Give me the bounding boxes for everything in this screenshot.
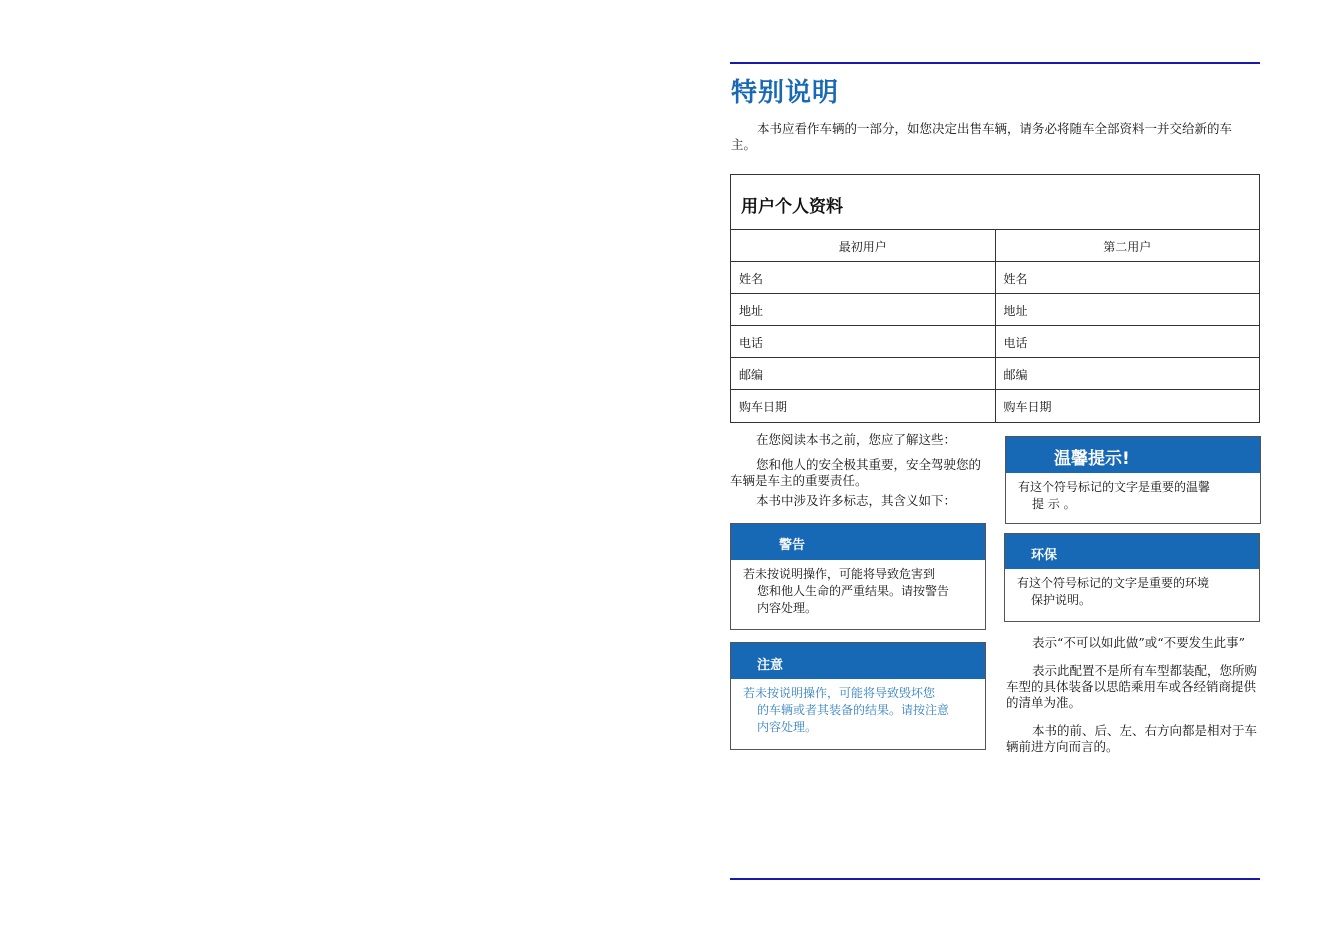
table-row xyxy=(731,262,1259,294)
table-cell: 邮编 xyxy=(995,358,1260,389)
table-cell: 电话 xyxy=(739,336,764,350)
tip-header: 温馨提示! xyxy=(1006,437,1260,473)
table-cell: 地址 xyxy=(995,294,1260,325)
symbols-paragraph: 本书中涉及许多标志，其含义如下： xyxy=(756,493,957,508)
tip-body xyxy=(1006,473,1260,519)
eco-line: 有这个符号标记的文字是重要的环境 xyxy=(1017,576,1210,590)
column-header-second-user: 第二用户 xyxy=(995,230,1260,261)
table-row xyxy=(731,294,1259,326)
table-row xyxy=(731,326,1259,358)
optional-equipment-note: 表示此配置不是所有车型都装配，您所购车型的具体装备以思皓乘用车或各经销商提供的清单为准。 xyxy=(1006,663,1258,710)
warning-line: 若未按说明操作，可能将导致危害到 xyxy=(743,567,936,581)
eco-box xyxy=(1004,533,1260,622)
warning-header: 警告 xyxy=(731,524,985,560)
user-table-title: 用户个人资料 xyxy=(731,175,1259,230)
eco-header: 环保 xyxy=(1005,534,1259,569)
tip-line: 有这个符号标记的文字是重要的温馨 xyxy=(1018,480,1211,494)
page-title: 特别说明 xyxy=(731,78,840,108)
caution-line: 的车辆或者其装备的结果。请按注意 xyxy=(757,703,950,717)
table-row xyxy=(731,358,1259,390)
intro-paragraph: 本书应看作车辆的一部分，如您决定出售车辆，请务必将随车全部资料一并交给新的车 主。 xyxy=(731,121,1233,152)
read-first-paragraph: 在您阅读本书之前，您应了解这些： xyxy=(756,432,957,447)
warning-body xyxy=(731,560,985,623)
table-cell: 购车日期 xyxy=(995,390,1260,422)
safety-paragraph: 您和他人的安全极其重要，安全驾驶您的车辆是车主的重要责任。 xyxy=(730,457,982,488)
table-row xyxy=(731,390,1259,422)
tip-line: 提 示 。 xyxy=(1032,497,1076,511)
prohibited-symbol-note: 表示“不可以如此做”或“不要发生此事” xyxy=(1032,635,1246,650)
tip-box xyxy=(1005,436,1261,524)
caution-body xyxy=(731,679,985,742)
warning-box xyxy=(730,523,986,630)
eco-body xyxy=(1005,569,1259,615)
caution-box xyxy=(730,642,986,750)
table-cell: 电话 xyxy=(995,326,1260,357)
table-header-row xyxy=(731,230,1259,262)
warning-line: 内容处理。 xyxy=(757,601,818,615)
bottom-rule xyxy=(730,878,1260,880)
direction-note: 本书的前、后、左、右方向都是相对于车辆前进方向而言的。 xyxy=(1006,723,1258,754)
table-cell: 地址 xyxy=(739,304,764,318)
caution-line: 内容处理。 xyxy=(757,720,818,734)
right-column-text xyxy=(1006,635,1260,767)
table-cell: 邮编 xyxy=(739,368,764,382)
left-column-text xyxy=(730,432,986,518)
caution-line: 若未按说明操作，可能将导致毁坏您 xyxy=(743,686,936,700)
column-header-first-user: 最初用户 xyxy=(838,240,887,254)
top-rule xyxy=(730,62,1260,64)
caution-header: 注意 xyxy=(731,643,985,679)
table-cell: 姓名 xyxy=(995,262,1260,293)
table-cell: 姓名 xyxy=(739,272,764,286)
warning-line: 您和他人生命的严重结果。请按警告 xyxy=(757,584,950,598)
user-info-table xyxy=(730,174,1260,423)
eco-line: 保护说明。 xyxy=(1031,593,1092,607)
table-cell: 购车日期 xyxy=(739,400,788,414)
